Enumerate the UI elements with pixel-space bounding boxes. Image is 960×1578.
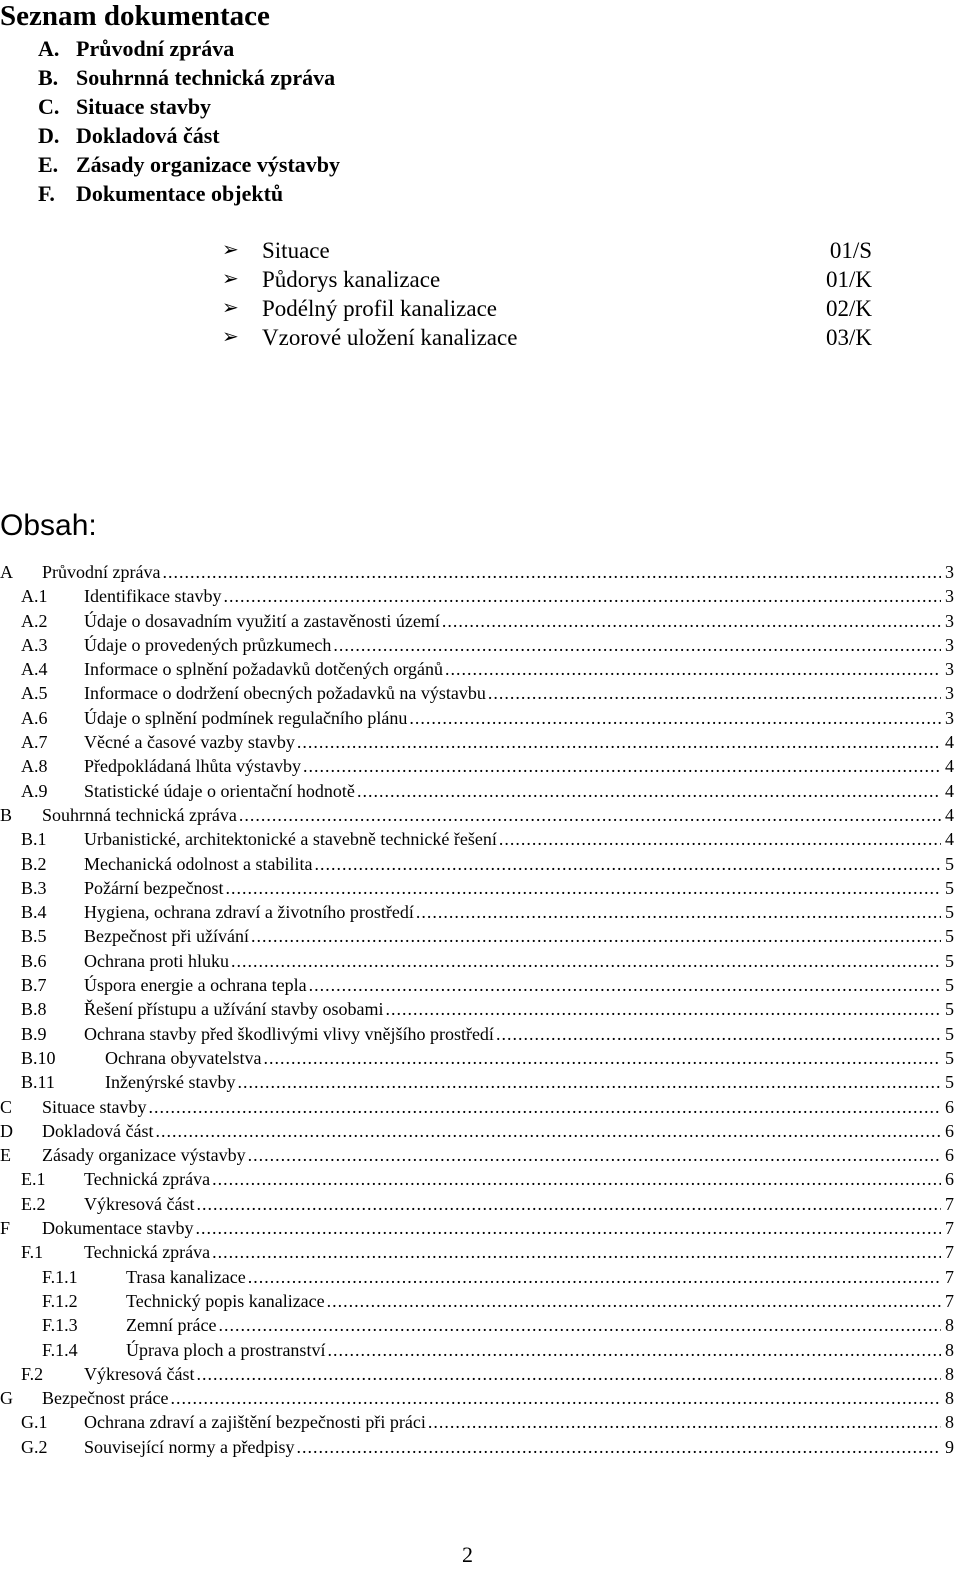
toc-entry-page: 6	[945, 1096, 954, 1117]
document-part-item	[38, 179, 340, 208]
toc-dot-leader	[428, 1410, 941, 1434]
toc-dot-leader	[297, 730, 941, 754]
drawing-name: Situace	[262, 238, 330, 263]
toc-dot-leader	[333, 633, 941, 657]
toc-entry-page: 3	[945, 683, 954, 704]
toc-entry-number: A	[0, 562, 13, 582]
toc-entry-leader	[42, 1386, 954, 1410]
toc-dot-leader	[357, 779, 941, 803]
toc-entry-leader	[126, 1289, 954, 1313]
toc-entry-leader	[84, 779, 954, 803]
toc-entry-title: Ochrana proti hluku	[84, 950, 229, 971]
toc-entry[interactable]	[0, 803, 954, 827]
toc-entry-page: 5	[945, 926, 954, 947]
toc-entry[interactable]	[0, 1386, 954, 1410]
document-part-letter: A.	[38, 36, 60, 61]
toc-dot-leader	[223, 584, 941, 608]
toc-entry[interactable]	[0, 1410, 954, 1434]
toc-entry-page: 7	[945, 1266, 954, 1287]
toc-dot-leader	[195, 1216, 941, 1240]
toc-entry[interactable]	[0, 779, 954, 803]
drawing-item	[222, 265, 872, 294]
toc-dot-leader	[314, 852, 941, 876]
toc-entry-leader	[84, 876, 954, 900]
toc-entry-leader	[84, 609, 954, 633]
toc-entry-page: 4	[945, 732, 954, 753]
document-part-item	[38, 34, 340, 63]
toc-entry[interactable]	[0, 1046, 954, 1070]
toc-dot-leader	[212, 1167, 941, 1191]
toc-entry[interactable]	[0, 876, 954, 900]
toc-dot-leader	[231, 949, 941, 973]
toc-dot-leader	[212, 1240, 941, 1264]
toc-entry-number: F.1.3	[42, 1315, 78, 1336]
drawing-code: 03/K	[826, 325, 872, 350]
toc-dot-leader	[442, 609, 941, 633]
toc-entry-title: Technická zpráva	[84, 1242, 211, 1263]
toc-dot-leader	[225, 876, 941, 900]
toc-entry-title: Údaje o dosavadním využití a zastavěnosti území	[84, 610, 440, 631]
toc-entry-leader	[84, 730, 954, 754]
toc-entry-page: 5	[945, 975, 954, 996]
toc-entry-title: Identifikace stavby	[84, 586, 222, 607]
toc-entry-leader	[84, 633, 954, 657]
toc-entry-leader	[84, 706, 954, 730]
toc-entry-page: 4	[945, 756, 954, 777]
drawing-name: Vzorové uložení kanalizace	[262, 325, 518, 350]
drawing-name: Podélný profil kanalizace	[262, 296, 498, 321]
toc-entry[interactable]	[0, 1119, 954, 1143]
toc-dot-leader	[248, 1265, 941, 1289]
toc-entry-page: 8	[945, 1363, 954, 1384]
toc-entry-number: B	[0, 804, 13, 825]
toc-dot-leader	[237, 1070, 941, 1094]
toc-dot-leader	[263, 1046, 941, 1070]
toc-entry-leader	[42, 1119, 954, 1143]
toc-entry-page: 8	[945, 1339, 954, 1360]
toc-entry[interactable]	[0, 973, 954, 997]
toc-dot-leader	[248, 1143, 941, 1167]
toc-entry[interactable]	[0, 1095, 954, 1119]
toc-dot-leader	[327, 1338, 941, 1362]
arrow-bullet-icon: ➢	[222, 239, 239, 261]
toc-entry-page: 3	[945, 610, 954, 631]
toc-dot-leader	[385, 997, 941, 1021]
toc-entry-number: B.10	[21, 1047, 56, 1068]
toc-entry-leader	[105, 1070, 954, 1094]
toc-entry-number: F.1.2	[42, 1290, 78, 1311]
toc-dot-leader	[296, 1435, 941, 1459]
toc-entry[interactable]	[0, 1289, 954, 1313]
toc-entry-title: Průvodní zpráva	[42, 562, 161, 582]
toc-entry[interactable]	[0, 657, 954, 681]
toc-entry-leader	[84, 924, 954, 948]
toc-entry-number: A.9	[21, 780, 48, 801]
toc-entry-leader	[42, 560, 954, 584]
toc-entry-title: Zemní práce	[126, 1315, 217, 1336]
document-part-label: Průvodní zpráva	[76, 36, 235, 61]
toc-entry-title: Předpokládaná lhůta výstavby	[84, 756, 301, 777]
table-of-contents	[0, 560, 954, 1459]
document-part-letter: B.	[38, 65, 59, 90]
toc-entry-title: Ochrana stavby před škodlivými vlivy vnějšího prostředí	[84, 1023, 494, 1044]
toc-entry-title: Údaje o splnění podmínek regulačního plánu	[84, 707, 408, 728]
toc-entry[interactable]	[0, 1070, 954, 1094]
toc-dot-leader	[148, 1095, 941, 1119]
toc-dot-leader	[309, 973, 941, 997]
toc-entry-title: Hygiena, ochrana zdraví a životního prostředí	[84, 902, 414, 923]
toc-entry[interactable]	[0, 827, 954, 851]
toc-entry-number: A.8	[21, 756, 48, 777]
toc-entry[interactable]	[0, 560, 954, 584]
toc-entry[interactable]	[0, 706, 954, 730]
toc-entry-number: B.1	[21, 829, 47, 850]
toc-dot-leader	[496, 1022, 941, 1046]
toc-entry-number: A.7	[21, 732, 48, 753]
toc-entry[interactable]	[0, 900, 954, 924]
toc-dot-leader	[218, 1313, 941, 1337]
toc-entry-page: 7	[945, 1242, 954, 1263]
toc-entry-page: 3	[945, 659, 954, 680]
toc-entry[interactable]	[0, 1216, 954, 1240]
toc-entry-leader	[84, 973, 954, 997]
toc-entry-page: 4	[945, 804, 954, 825]
toc-entry-leader	[84, 754, 954, 778]
document-part-item	[38, 121, 340, 150]
toc-entry-number: C	[0, 1096, 13, 1117]
toc-entry-number: A.1	[21, 586, 48, 607]
toc-entry-number: E.1	[21, 1169, 46, 1190]
toc-dot-leader	[251, 924, 941, 948]
toc-heading: Obsah:	[0, 509, 97, 542]
page-number: 2	[462, 1542, 473, 1567]
toc-entry-title: Dokumentace stavby	[42, 1218, 194, 1239]
toc-entry-number: F.1.4	[42, 1339, 78, 1360]
toc-entry-page: 6	[945, 1120, 954, 1141]
toc-entry[interactable]	[0, 1167, 954, 1191]
toc-entry-number: G	[0, 1388, 13, 1409]
drawing-code: 01/K	[826, 267, 872, 292]
toc-entry[interactable]	[0, 609, 954, 633]
toc-entry-title: Věcné a časové vazby stavby	[84, 732, 295, 753]
toc-entry-leader	[84, 1410, 954, 1434]
toc-entry-title: Výkresová část	[84, 1363, 195, 1384]
toc-entry[interactable]	[0, 1192, 954, 1216]
toc-dot-leader	[196, 1192, 941, 1216]
drawing-item	[222, 294, 872, 323]
document-list-title: Seznam dokumentace	[0, 0, 270, 32]
toc-entry-title: Dokladová část	[42, 1120, 154, 1141]
toc-entry-page: 5	[945, 950, 954, 971]
toc-entry-number: E	[0, 1145, 11, 1166]
document-part-letter: E.	[38, 152, 59, 177]
toc-entry-title: Situace stavby	[42, 1096, 147, 1117]
toc-entry-title: Výkresová část	[84, 1193, 195, 1214]
document-parts-list	[38, 34, 340, 208]
toc-entry-title: Mechanická odolnost a stabilita	[84, 853, 313, 874]
toc-entry-page: 7	[945, 1193, 954, 1214]
toc-entry-leader	[42, 1143, 954, 1167]
document-part-letter: C.	[38, 94, 60, 119]
toc-entry-leader	[84, 900, 954, 924]
toc-entry-title: Úprava ploch a prostranství	[126, 1339, 326, 1360]
toc-entry-leader	[42, 1095, 954, 1119]
toc-entry-number: E.2	[21, 1193, 46, 1214]
toc-entry[interactable]	[0, 1240, 954, 1264]
toc-entry-title: Statistické údaje o orientační hodnotě	[84, 780, 355, 801]
toc-dot-leader	[445, 657, 941, 681]
toc-entry-title: Související normy a předpisy	[84, 1436, 295, 1457]
document-part-item	[38, 92, 340, 121]
toc-dot-leader	[409, 706, 941, 730]
document-part-label: Dokladová část	[76, 123, 220, 148]
toc-entry[interactable]	[0, 1435, 954, 1459]
toc-dot-leader	[499, 827, 941, 851]
toc-entry-leader	[84, 681, 954, 705]
toc-entry-number: G.2	[21, 1436, 48, 1457]
toc-entry-page: 6	[945, 1169, 954, 1190]
toc-entry-leader	[105, 1046, 954, 1070]
toc-entry-number: G.1	[21, 1412, 48, 1433]
toc-entry[interactable]	[0, 1313, 954, 1337]
toc-entry-page: 5	[945, 999, 954, 1020]
arrow-bullet-icon: ➢	[222, 268, 239, 290]
toc-entry[interactable]	[0, 1338, 954, 1362]
toc-entry-page: 5	[945, 877, 954, 898]
toc-entry-page: 7	[945, 1218, 954, 1239]
toc-dot-leader	[303, 754, 941, 778]
toc-entry-number: B.9	[21, 1023, 47, 1044]
toc-entry-leader	[84, 1435, 954, 1459]
toc-dot-leader	[416, 900, 941, 924]
toc-entry-title: Trasa kanalizace	[126, 1266, 246, 1287]
toc-dot-leader	[327, 1289, 941, 1313]
toc-entry-leader	[84, 1022, 954, 1046]
toc-entry[interactable]	[0, 633, 954, 657]
toc-entry-leader	[84, 1167, 954, 1191]
toc-entry-page: 5	[945, 1023, 954, 1044]
toc-entry-number: F.1.1	[42, 1266, 78, 1287]
toc-entry-leader	[84, 949, 954, 973]
toc-entry-number: B.6	[21, 950, 47, 971]
toc-entry-number: D	[0, 1120, 13, 1141]
document-part-label: Souhrnná technická zpráva	[76, 65, 336, 90]
toc-entry-number: A.4	[21, 659, 48, 680]
toc-entry-leader	[84, 997, 954, 1021]
toc-entry[interactable]	[0, 754, 954, 778]
toc-entry[interactable]	[0, 997, 954, 1021]
drawings-list	[222, 236, 872, 352]
toc-entry-title: Inženýrské stavby	[105, 1072, 236, 1093]
toc-entry-number: A.3	[21, 634, 48, 655]
toc-entry-number: F.2	[21, 1363, 44, 1384]
toc-entry-leader	[126, 1338, 954, 1362]
drawing-code: 01/S	[829, 238, 872, 263]
toc-entry[interactable]	[0, 1362, 954, 1386]
toc-entry-page: 7	[945, 1290, 954, 1311]
toc-entry-leader	[84, 1240, 954, 1264]
toc-entry-leader	[42, 803, 954, 827]
toc-entry-number: F	[0, 1218, 11, 1239]
toc-entry-title: Souhrnná technická zpráva	[42, 804, 237, 825]
document-part-label: Zásady organizace výstavby	[76, 152, 340, 177]
toc-entry-leader	[84, 657, 954, 681]
toc-entry-page: 8	[945, 1315, 954, 1336]
toc-entry-page: 5	[945, 902, 954, 923]
toc-entry-leader	[126, 1265, 954, 1289]
toc-entry-title: Technická zpráva	[84, 1169, 211, 1190]
toc-entry[interactable]	[0, 584, 954, 608]
toc-entry-leader	[84, 1192, 954, 1216]
toc-entry-title: Technický popis kanalizace	[126, 1290, 325, 1311]
toc-entry[interactable]	[0, 681, 954, 705]
toc-entry-number: A.6	[21, 707, 48, 728]
toc-entry[interactable]	[0, 949, 954, 973]
toc-entry-number: B.11	[21, 1072, 55, 1093]
arrow-bullet-icon: ➢	[222, 297, 239, 319]
toc-entry[interactable]	[0, 924, 954, 948]
toc-dot-leader	[162, 560, 941, 584]
toc-entry-leader	[84, 584, 954, 608]
toc-entry[interactable]	[0, 1265, 954, 1289]
document-part-label: Dokumentace objektů	[76, 181, 284, 206]
toc-entry-page: 3	[945, 562, 954, 582]
toc-entry-page: 5	[945, 1072, 954, 1093]
toc-entry-title: Úspora energie a ochrana tepla	[84, 975, 307, 996]
toc-entry-leader	[126, 1313, 954, 1337]
toc-entry-number: B.3	[21, 877, 47, 898]
toc-entry-number: B.2	[21, 853, 47, 874]
toc-dot-leader	[196, 1362, 941, 1386]
arrow-bullet-icon: ➢	[222, 326, 239, 348]
toc-entry-title: Informace o splnění požadavků dotčených orgánů	[84, 659, 444, 680]
toc-entry[interactable]	[0, 1143, 954, 1167]
toc-entry-leader	[84, 852, 954, 876]
toc-dot-leader	[155, 1119, 941, 1143]
document-part-letter: F.	[38, 181, 55, 206]
toc-entry-title: Požární bezpečnost	[84, 877, 224, 898]
drawing-name: Půdorys kanalizace	[262, 267, 441, 292]
toc-entry-title: Ochrana obyvatelstva	[105, 1047, 262, 1068]
document-part-item	[38, 63, 340, 92]
toc-entry-title: Bezpečnost práce	[42, 1388, 169, 1409]
toc-entry-title: Zásady organizace výstavby	[42, 1145, 246, 1166]
toc-entry-page: 4	[945, 780, 954, 801]
toc-entry-title: Řešení přístupu a užívání stavby osobami	[84, 999, 384, 1020]
toc-entry-number: B.4	[21, 902, 47, 923]
toc-entry-leader	[84, 1362, 954, 1386]
toc-entry-title: Údaje o provedených průzkumech	[84, 634, 332, 655]
document-part-item	[38, 150, 340, 179]
toc-dot-leader	[488, 681, 941, 705]
document-part-label: Situace stavby	[76, 94, 212, 119]
toc-entry-title: Ochrana zdraví a zajištění bezpečnosti při práci	[84, 1412, 426, 1433]
toc-entry-number: B.7	[21, 975, 47, 996]
toc-entry-title: Urbanistické, architektonické a stavebně technické řešení	[84, 829, 497, 850]
toc-entry-page: 5	[945, 853, 954, 874]
toc-entry[interactable]	[0, 852, 954, 876]
toc-entry-number: F.1	[21, 1242, 44, 1263]
drawing-item	[222, 236, 872, 265]
toc-entry-page: 3	[945, 707, 954, 728]
toc-entry[interactable]	[0, 730, 954, 754]
toc-entry-number: B.5	[21, 926, 47, 947]
document-part-letter: D.	[38, 123, 60, 148]
toc-entry-number: A.5	[21, 683, 48, 704]
toc-dot-leader	[239, 803, 941, 827]
toc-entry-number: B.8	[21, 999, 47, 1020]
toc-entry-page: 3	[945, 586, 954, 607]
toc-entry-leader	[42, 1216, 954, 1240]
toc-entry-page: 8	[945, 1388, 954, 1409]
toc-entry-page: 6	[945, 1145, 954, 1166]
toc-entry-number: A.2	[21, 610, 48, 631]
toc-dot-leader	[170, 1386, 941, 1410]
drawing-item	[222, 323, 872, 352]
toc-entry-title: Informace o dodržení obecných požadavků na výstavbu	[84, 683, 486, 704]
toc-entry-page: 3	[945, 634, 954, 655]
toc-entry[interactable]	[0, 1022, 954, 1046]
toc-entry-title: Bezpečnost při užívání	[84, 926, 249, 947]
toc-entry-leader	[84, 827, 954, 851]
toc-entry-page: 5	[945, 1047, 954, 1068]
drawing-code: 02/K	[826, 296, 872, 321]
toc-entry-page: 8	[945, 1412, 954, 1433]
toc-entry-page: 4	[945, 829, 954, 850]
toc-entry-page: 9	[945, 1436, 954, 1457]
